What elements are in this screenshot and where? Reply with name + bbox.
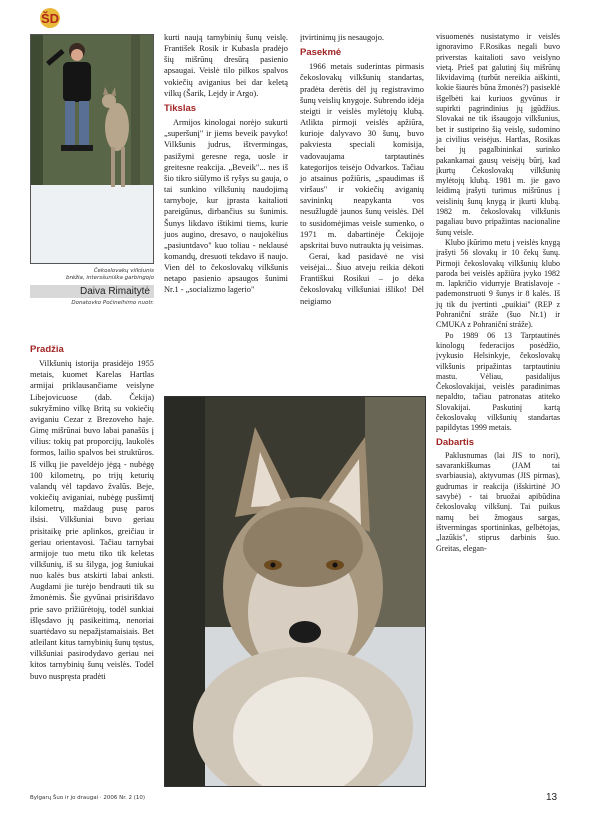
- author-caption-block: [30, 268, 154, 307]
- paragraph: visuomenės nusistatymo ir veislės ignoravimo F.Rosikas negali buvo priverstas kaitalioti savo veislyno vietą. Prieš pat galutinį šių mišrūnų likvidavimą (turbūt nereikia aiškinti, kokie šiaurės būna žmonės?) pasiseklė išgelbėti kai kuriuos gyvūnus ir supirkti pagrindinius jų įgūdžius. Slovakai ne tik išsaugojo vilkšunius, bet ir sustiprino šią veislę, sudomino ja civilius veisėjus. Hartlas, Rosikas bei jų pagalbininkai surinko pakankamai gausų veisėjų būrį, kad įkurtų Čekoslovakų vilkšunių mylėtojų klubą. 1981 m. jie gavo leidimą įrašyti turimus mišrūnus į veislinių šunų knygą ir įkurti klubą. 1982 m. čekoslovakų vilkšunis pagaliau buvo pripažintas nacionaline šunų veisle.: [436, 32, 560, 237]
- section-heading-tikslas: Tikslas: [164, 102, 197, 114]
- column-2: [164, 32, 288, 296]
- wolfdog-illustration: [165, 397, 426, 787]
- paragraph: Klubo įkūrimo metu į veislės knygą įrašyti 56 slovakų ir 10 čekų šunų. Pirmoji čekoslovakų vilkšunių klubo paroda bei veislės apžiūra įvyko 1982 m. lapkričio vidurryje Bratislavoje - pademonstruoti 9 šunys ir 8 kalės. Iš jų tik du įvertinti „puikiai" (REP z Pohraniční stráže (šuo Nr.1) ir CMUKA z Pohraniční stráže).: [436, 237, 560, 330]
- magazine-logo: [30, 6, 70, 30]
- photo-caption-line1: Čekoslovakų vilkšunis: [93, 268, 154, 274]
- paragraph: 1966 metais suderintas pirmasis čekoslovakų vilkšunių standartas, pradėta derėtis dėl jų registravimo šunų veislių knygoje. Subrendo idėja steigti ir veislės mylėtojų klubą. Atlikta pirmoji veislės apžiūra, kurioje dalyvavo 30 šunų, buvo pakviesta speciali komisija, vadovaujama tarptautinės kategorijos teisėjo Odvarkos. Tačiau jo atsainus požiūris, „spaudimas iš viršaus" ir vokiečių aviganių savininkų neapykanta vos nesužlugdė jaunos šunų veislės. Dėl to susidomėjimas veisle sumenko, o 1971 m. dabartinėje Čekijoje apskritai buvo nutraukta jų veisimas.: [300, 62, 424, 250]
- paragraph: Armijos kinologai norėjo sukurti „superšunį" ir jiems beveik pavyko! Vilkšunis judrus, ištvermingas, pasižymi geresne rega, uosle ir greitesne reakcija. „Beveik"... nes iš šio tikro siūlymo iš ryšys su gauja, o tai sunkino vilkšunių naudojimą tarnyboje, kur įprasta kaitalioti pareigūnus, dirbančius su šunimis. Šunys likdavo ištikimi tiems, kurie juos augino, dresavo, o naujokėlius „pasiuntdavo" kuo toliau - neklausė komandų, dresuoti tekdavo iš naujo. Vien dėl to čekoslovakų vilkšunis netapo pasienio apsaugos šunimi Nr.1 - „socializmo lagerio": [164, 118, 288, 295]
- author-name: Daiva Rimaitytė: [30, 285, 154, 298]
- wolfdog-portrait-photo: [164, 396, 426, 787]
- logo-text: ŠD: [40, 11, 60, 26]
- section-heading-pradzia: Pradžia: [30, 344, 64, 355]
- section-heading-dabartis: Dabartis: [436, 436, 475, 448]
- owner-photo-illustration: [31, 35, 154, 264]
- column-1: [30, 340, 154, 682]
- paragraph: įtvirtinimų jis nesaugojo.: [300, 33, 384, 42]
- footer-publication: Bylgarų Šuo ir jo draugai · 2006 Nr. 2 (10): [30, 795, 146, 801]
- paragraph: Gerai, kad pasidavė ne visi veisėjai... Šiuo atveju reikia dėkoti Františkui Rosikui – jo dėka čekoslovakų vilkšuniai išliko! Dėl neigiamo: [300, 251, 424, 306]
- owner-with-dog-photo: [30, 34, 154, 264]
- paragraph: Vilkšunių istorija prasidėjo 1955 metais, kuomet Karelas Hartlas armijai priklausančiame veislyne Libejovicuose (dab. Čekija) sukryžmino vilkę Britą su vokiečių aviganiu Cezar z Brezoveho haje. Gimę mišrūnai buvo labai panašūs į vilius: tokių pat proporcijų, laukolės formos, lailio spalvos bei struktūros. Iš vilkų jie paveldėjo jėgą - nubėgę 100 kilometrų, po trijų keturių valandų vėl tapdavo žvalūs. Beje, vokiečių aviganiai, nubėgę pusšimtį kilometrų, maždaug pusę paros ilsisi. Vilkšuniai buvo geriau prisitaikę prie aplinkos, greičiau ir geriau orientavosi. Tačiau tarnybai armijoje tuo metu tiko tik keletas vilkšunių, iš su šilyga, jog šuniukai nuo kalės bus atskirti labai anksti. Augdami jie turėjo bendrauti tik su žmonėmis. Šie gyvūnai prisirišdavo prie savo prižiūrėtojų, todėl sunkiai išlęsdavo jų pasikeitimą, nenoriai suartėdavo su nepažįstamaisiais. Bet atleilant kitus tarnybinių šunų tęstus, vilkšuniai pasirodydavo geriau nei kitos tarnybinių šunų veislės. Todėl buvo nuspręsta pradėti: [30, 359, 154, 681]
- page-number: 13: [546, 792, 558, 803]
- photo-credit: Donatovko Počinelhimo nuotr.: [71, 300, 154, 306]
- paragraph: Po 1989 06 13 Tarptautinės kinologų federacijos posėdžio, įvykusio Helsinkyje, čekoslovakų vilkšunis pripažintas tarptautiniu mastu. Vėliau, pasidalijus Čekoslovakijai, veislės paradinimas nepaldto, tačiau patronatas atiteko Slovakijai. Paskutinį kartą čekoslovakų vilkšunių standartas papildytas 1999 metais.: [436, 330, 560, 433]
- column-3: [300, 32, 424, 307]
- paragraph: Paklusnumas (lai JIS to nori), savarankiškumas (JAM tai svarbiausia), aktyvumas (JIS pirmas), gudrumas ir reakcija (išskirtinė JO savybė) - tai bruožai apibūdina čekoslovakų vilkšunį. Tai puikus namų bei žmogaus sargas, ištvermingas sportininkas, gelbėtojas, „lazūkis", stiprus darbinis šuo. Greitas, elegan-: [436, 450, 560, 553]
- photo-caption-line2: brėžia, intersšuniška garbingojo: [65, 275, 154, 281]
- paragraph: kurti naują tarnybinių šunų veislę. František Rosik ir Kubasla pradėjo šių mišrūnų dresūrą pasienio apsaugai. Veislė tilo pilkos spalvos vokiečių aviganius bei dar keletą vilkų (Šarik, Lejdy ir Argo).: [164, 33, 288, 98]
- column-4: [436, 32, 560, 554]
- section-heading-pasekme: Pasekmė: [300, 47, 342, 59]
